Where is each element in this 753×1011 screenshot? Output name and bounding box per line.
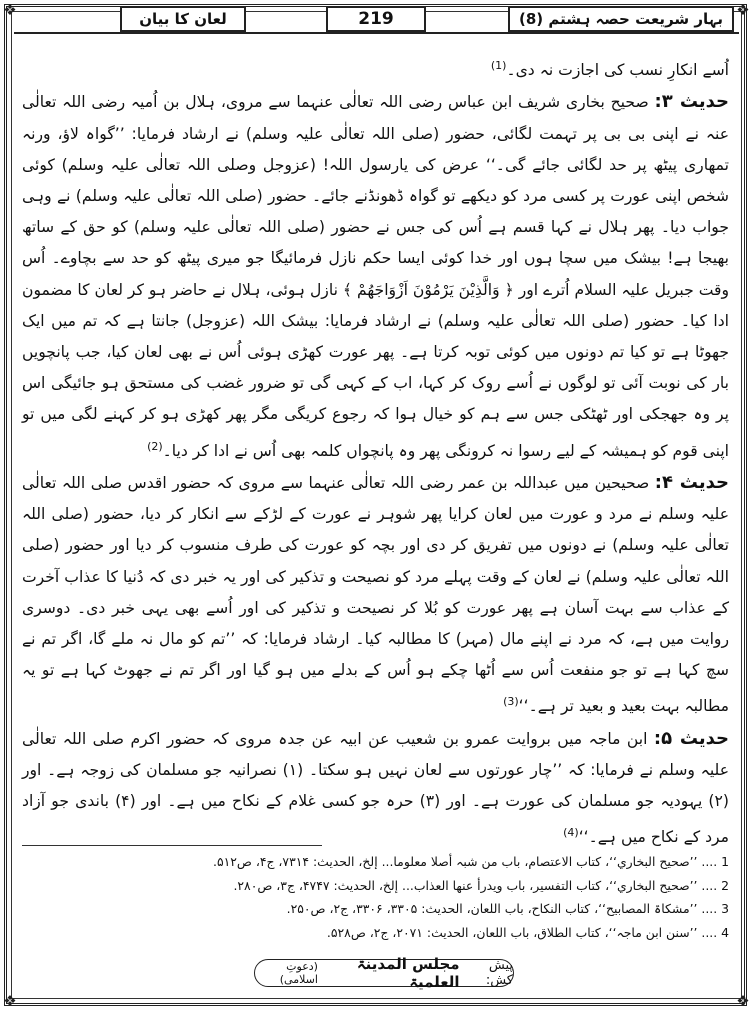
footnote-divider <box>22 845 322 846</box>
hadith-heading: حدیث ۵: <box>653 727 730 749</box>
hadith-heading: حدیث ۳: <box>654 91 729 113</box>
footnote-ref: (3) <box>503 695 519 709</box>
book-title <box>508 6 734 32</box>
organization-name: (دعوتِ اسلامی) <box>279 960 318 986</box>
chapter-title-text: لعان کا بیان <box>139 10 227 28</box>
footnote-ref: (2) <box>147 439 163 453</box>
main-text <box>22 50 729 854</box>
footnotes <box>22 850 729 944</box>
hadith-3: حدیث ۳: صحیح بخاری شریف ابن عباس رضی اللہ تعالٰی عنہما سے مروی، ہلال بن اُمیہ رضی اللہ تعالٰی عنہ نے اپنی بی بی پر تہمت لگائی، حضور (صلی اللہ تعالٰی علیہ وسلم) نے ارشاد فرمایا: ’’گواہ لاؤ، ورنہ تمھاری پیٹھ پر حد لگائی جائے گی۔‘‘ عرض کی یارسول اللہ! (عزوجل وصلی اللہ تعالٰی علیہ وسلم) کوئی شخص اپنی عورت پر کسی مرد کو دیکھے تو گواہ ڈھونڈنے جائے۔ حضور (صلی اللہ تعالٰی علیہ وسلم) نے وہی جواب دیا۔ پھر ہلال نے کہا قسم ہے اُس کی جس نے حضور (صلی اللہ تعالٰی علیہ وسلم) کو حق کے ساتھ بھیجا ہے! بیشک میں سچا ہوں اور خدا کوئی ایسا حکم نازل فرمائیگا جو میری پیٹھ کو حد سے بچاوے۔ اُس وقت جبریل علیہ السلام اُترے اور ﴿ وَالَّذِيْنَ يَرْمُوْنَ اَزْوَاجَهُمْ ﴾ نازل ہوئی، ہلال نے حاضر ہو کر لعان کا مضمون ادا کیا۔ حضور (صلی اللہ تعالٰی علیہ وسلم) نے ارشاد فرمایا: بیشک اللہ (عزوجل) جانتا ہے کہ تم میں ایک جھوٹا ہے تو کیا تم دونوں میں کوئی توبہ کرتا ہے۔ پھر عورت کھڑی ہوئی اُس نے بھی لعان کیا، جب پانچویں بار کی نوبت آئی تو لوگوں نے اُسے روک کر کہا، اب کے کہی گی تو ضرور غضب کی مستحق ہو جائیگی اس پر وہ جھجکی اور ٹھٹکی جس سے ہم کو خیال ہوا کہ رجوع کریگی مگر پھر کھڑی ہو کر کہنے لگی میں تو اپنی قوم کو ہمیشہ کے لیے رسوا نہ کرونگی پھر وہ پانچواں کلمہ بھی اُس نے ادا کر دیا۔$^{(2)}$ <box>22 91 729 460</box>
hadith-5: حدیث ۵: ابن ماجہ میں بروایت عمرو بن شعیب عن ابیہ عن جدہ مروی کہ حضور اکرم صلی اللہ تعالٰی علیہ وسلم نے فرمایا: کہ ’’چار عورتوں سے لعان نہیں ہو سکتا۔ (۱) نصرانیہ جو مسلمان کی زوجہ ہے۔ اور (۲) یہودیہ جو مسلمان کی عورت ہے۔ اور (۳) حرہ جو کسی غلام کے نکاح میں ہے۔ اور (۴) باندی جو آزاد مرد کے نکاح میں ہے۔‘‘$^{(4)}$ <box>22 727 730 847</box>
publisher-footer <box>254 955 514 991</box>
chapter-title <box>120 6 246 32</box>
footnote-item: 1 .... ’’صحیح البخاري‘‘، کتاب الاعتصام، باب من شبہ أصلا معلوما... إلخ، الحدیث: ۷۳۱۴، ج۴، ص۵۱۲. <box>212 854 729 869</box>
footer-prefix: پیش کش: <box>485 958 513 988</box>
book-title-text: بہار شریعت حصہ ہشتم (8) <box>518 10 724 28</box>
corner-ornament-icon: ❖ <box>3 992 17 1010</box>
hadith-heading: حدیث ۴: <box>654 472 729 494</box>
footnote-ref: (1) <box>490 59 507 72</box>
footnote-item: 2 .... ’’صحیح البخاري‘‘، کتاب التفسیر، باب ویدرأ عنھا العذاب... إلخ، الحدیث: ۴۷۴۷، ج۳، ص۲۸۰. <box>233 877 729 893</box>
page-number-text: 219 <box>358 9 394 29</box>
footnote-ref: (4) <box>563 826 579 840</box>
corner-ornament-icon: ❖ <box>736 992 750 1010</box>
footnote-item: 4 .... ’’سنن ابن ماجہ‘‘، کتاب الطلاق، باب اللعان، الحدیث: ۲۰۷۱، ج۲، ص۵۲۸. <box>326 924 729 940</box>
publisher-name: مجلس المدینۃ العلمیۃ <box>356 955 460 991</box>
corner-ornament-icon: ❖ <box>3 1 17 19</box>
header-rule <box>14 32 739 34</box>
footnote-item: 3 .... ’’مشکاۃ المصابیح‘‘، کتاب النکاح، باب اللعان، الحدیث: ۳۳۰۵، ۳۳۰۶، ج۲، ص۲۵۰. <box>286 901 729 916</box>
page-number <box>326 6 426 32</box>
hadith-4: حدیث ۴: صحیحین میں عبداللہ بن عمر رضی اللہ تعالٰی عنہما سے مروی کہ حضور اقدس صلی اللہ تعالٰی علیہ وسلم نے مرد و عورت میں لعان کرایا پھر شوہر نے عورت کے لڑکے سے انکار کر دیا، حضور (صلی اللہ تعالٰی علیہ وسلم) نے دونوں میں تفریق کر دی اور بچہ کو عورت کی طرف منسوب کر دیا اور حضور (صلی اللہ تعالٰی علیہ وسلم) نے لعان کے وقت پہلے مرد کو نصیحت و تذکیر کی اور یہ خبر دی کہ دُنیا کا عذاب آخرت کے عذاب سے بہت آسان ہے پھر عورت کو بُلا کر نصیحت و تذکیر کی اور اُسے بھی یہی خبر دی۔ دوسری روایت میں ہے، کہ مرد نے اپنے مال (مہر) کا مطالبہ کیا۔ ارشاد فرمایا: کہ ’’تم کو مال نہ ملے گا، اگر تم نے سچ کہا ہے تو جو منفعت اُس سے اُٹھا چکے ہو اُس کے بدلے میں ہو گیا اور اگر تم نے جھوٹ کہا ہے تو یہ مطالبہ بہت بعید و بعید تر ہے۔‘‘$^{(3)}$ <box>22 472 729 716</box>
corner-ornament-icon: ❖ <box>736 1 750 19</box>
paragraph-continuation: اُسے انکارِ نسب کی اجازت نہ دی۔$^{(1)}$ <box>490 59 729 80</box>
